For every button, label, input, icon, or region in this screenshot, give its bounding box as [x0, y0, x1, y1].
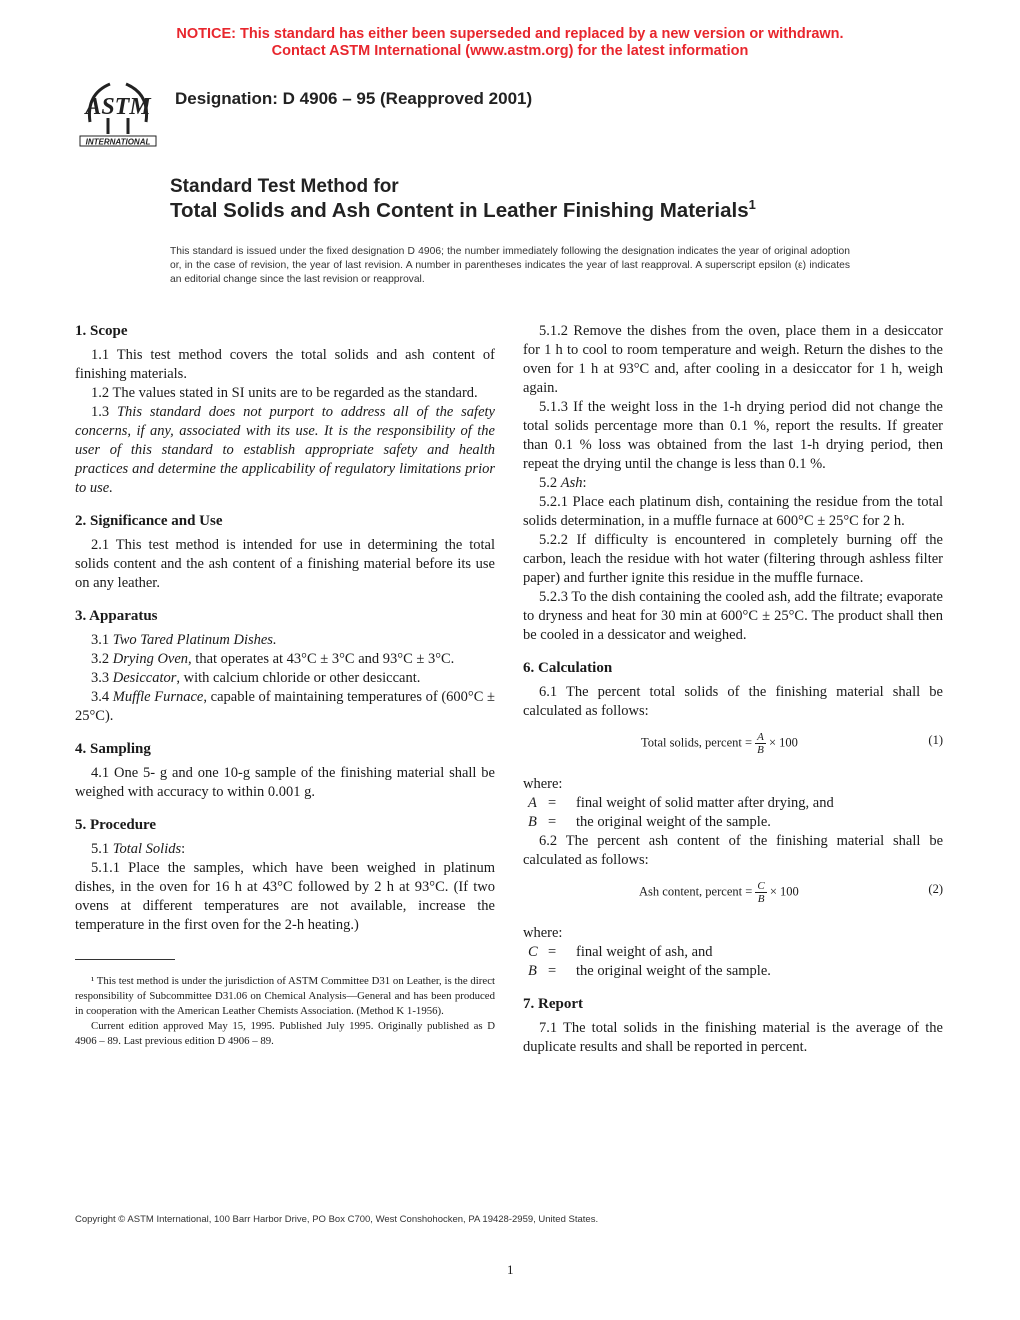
scope-1-3	[75, 403, 495, 498]
calculation-heading: 6. Calculation	[523, 660, 613, 676]
procedure-5-2-3: 5.2.3 To the dish containing the cooled ash, add the filtrate; evaporate to dryness and heat for 30 min at 600°C ± 25°C. The product shall then be cooled in a dessicator and weighed.	[523, 589, 943, 643]
title-footnote-mark: 1	[748, 197, 756, 212]
astm-logo	[76, 76, 160, 148]
apparatus-3-1: 3.1 Two Tared Platinum Dishes.	[91, 632, 277, 648]
eq1-label: Total solids, percent =	[641, 735, 753, 750]
title-line-1: Standard Test Method for	[170, 176, 399, 197]
calculation-6-1: 6.1 The percent total solids of the finishing material shall be calculated as follows:	[523, 684, 943, 719]
footnote	[75, 974, 495, 1049]
apparatus-3-3: 3.3 Desiccator, with calcium chloride or other desiccant.	[91, 670, 421, 686]
copyright: Copyright © ASTM International, 100 Barr Harbor Drive, PO Box C700, West Conshohocken, PA 19428-2959, United States.	[75, 1214, 599, 1225]
apparatus-3-4: 3.4 Muffle Furnace, capable of maintaining temperatures of (600°C ± 25°C).	[75, 689, 495, 724]
notice-line-2: Contact ASTM International (www.astm.org) for the latest information	[271, 43, 749, 59]
scope-1-3-text: This standard does not purport to address all of the safety concerns, if any, associated with its use. It is the responsibility of the user of this standard to establish appropriate safety and health practices and determine the applicability of regulatory limitations prior to use.	[75, 404, 495, 496]
designation: Designation: D 4906 – 95 (Reapproved 2001)	[175, 89, 533, 108]
notice-line-1: NOTICE: This standard has either been superseded and replaced by a new version or withdrawn.	[176, 26, 844, 42]
procedure-5-1-1: 5.1.1 Place the samples, which have been weighed in platinum dishes, in the oven for 16 h at 43°C followed by 2 h at 93°C. (If two ovens at different temperatures are not available, increase the temperature in the first oven for the 2-h heating.)	[75, 860, 495, 933]
scope-1-1: 1.1 This test method covers the total solids and ash content of finishing materials.	[75, 347, 495, 382]
eq2-number: (2)	[928, 882, 943, 896]
apparatus-3-2: 3.2 Drying Oven, that operates at 43°C ± 3°C and 93°C ± 3°C.	[91, 651, 455, 667]
report-heading: 7. Report	[523, 996, 583, 1012]
equation-2: Ash content, percent = $\frac{C}{B}$ × 100 (2)	[639, 880, 943, 905]
footnote-rule	[75, 959, 175, 960]
definition-A: A = final weight of solid matter after drying, and	[528, 795, 834, 811]
definitions-1	[528, 794, 943, 832]
logo-text: ASTM	[85, 94, 151, 120]
significance-2-1: 2.1 This test method is intended for use in determining the total solids content and the ash content of a finishing material before its use on any leather.	[75, 537, 495, 591]
procedure-5-2-1: 5.2.1 Place each platinum dish, containing the residue from the total solids determination, in a muffle furnace at 600°C ± 25°C for 2 h.	[523, 494, 943, 529]
procedure-5-1-3: 5.1.3 If the weight loss in the 1-h drying period did not change the total solids percentage more than 0.1 %, report the results. If greater than 0.1 % loss was obtained from the last 1-h drying period, then repeat the drying until the change is less than 0.1 %.	[523, 399, 943, 472]
equation-1: Total solids, percent = $\frac{A}{B}$ × 100 (1)	[641, 731, 943, 756]
sampling-4-1: 4.1 One 5- g and one 10-g sample of the finishing material shall be weighed with accuracy to within 0.001 g.	[75, 765, 495, 800]
eq2-fraction: $\frac{C}{B}$	[757, 880, 765, 905]
apparatus-heading: 3. Apparatus	[75, 608, 158, 624]
procedure-5-1: 5.1 Total Solids:	[91, 841, 186, 857]
page-number: 1	[507, 1262, 514, 1277]
footnote-2: Current edition approved May 15, 1995. Published July 1995. Originally published as D 4906 – 89. Last previous edition D 4906 – 89.	[75, 1020, 495, 1047]
left-column	[75, 322, 495, 1049]
procedure-heading: 5. Procedure	[75, 817, 157, 833]
title-line-2	[170, 199, 756, 223]
procedure-5-2-2: 5.2.2 If difficulty is encountered in completely burning off the carbon, leach the residue with hot water (filtering through ashless filter paper) and further ignite this residue in the muffle furnace.	[523, 532, 943, 586]
where-1: where:	[523, 776, 563, 792]
scope-1-2: 1.2 The values stated in SI units are to be regarded as the standard.	[91, 385, 478, 401]
report-7-1: 7.1 The total solids in the finishing material is the average of the duplicate results and shall be reported in percent.	[523, 1020, 943, 1055]
procedure-5-1-2: 5.1.2 Remove the dishes from the oven, place them in a desiccator for 1 h to cool to room temperature and weigh. Return the dishes to the oven for 1 h at 93°C and, after cooling in a desiccator for 1 h, weigh again.	[523, 323, 943, 396]
procedure-5-2: 5.2 Ash:	[539, 475, 587, 491]
scope-heading: 1. Scope	[75, 323, 128, 339]
eq1-fraction: $\frac{A}{B}$	[757, 731, 764, 756]
eq1-number: (1)	[928, 733, 943, 747]
calculation-6-2: 6.2 The percent ash content of the finishing material shall be calculated as follows:	[523, 833, 943, 868]
right-column	[523, 322, 943, 1057]
definitions-2	[528, 943, 943, 981]
definition-B: B = the original weight of the sample.	[528, 814, 771, 830]
issued-note: This standard is issued under the fixed designation D 4906; the number immediately following the designation indicates the year of original adoption or, in the case of revision, the year of last revision. A number in parentheses indicates the year of last reapproval. A superscript epsilon (ε) indicates an editorial change since the last revision or reapproval.	[170, 246, 850, 285]
withdrawal-notice	[0, 26, 1020, 60]
significance-heading: 2. Significance and Use	[75, 513, 223, 529]
definition-C: C = final weight of ash, and	[528, 944, 713, 960]
eq2-label: Ash content, percent =	[639, 884, 753, 899]
footnote-1: ¹ This test method is under the jurisdiction of ASTM Committee D31 on Leather, is the direct responsibility of Subcommittee D31.06 on Chemical Analysis—General and has been produced in cooperation with the American Leather Chemists Association. (Method K 1-1956).	[75, 975, 495, 1017]
scope-1-3-number: 1.3	[91, 404, 117, 420]
title-main: Total Solids and Ash Content in Leather Finishing Materials	[170, 199, 749, 222]
sampling-heading: 4. Sampling	[75, 741, 151, 757]
where-2: where:	[523, 925, 563, 941]
logo-subtext: INTERNATIONAL	[85, 137, 151, 147]
definition-B-2: B = the original weight of the sample.	[528, 963, 771, 979]
